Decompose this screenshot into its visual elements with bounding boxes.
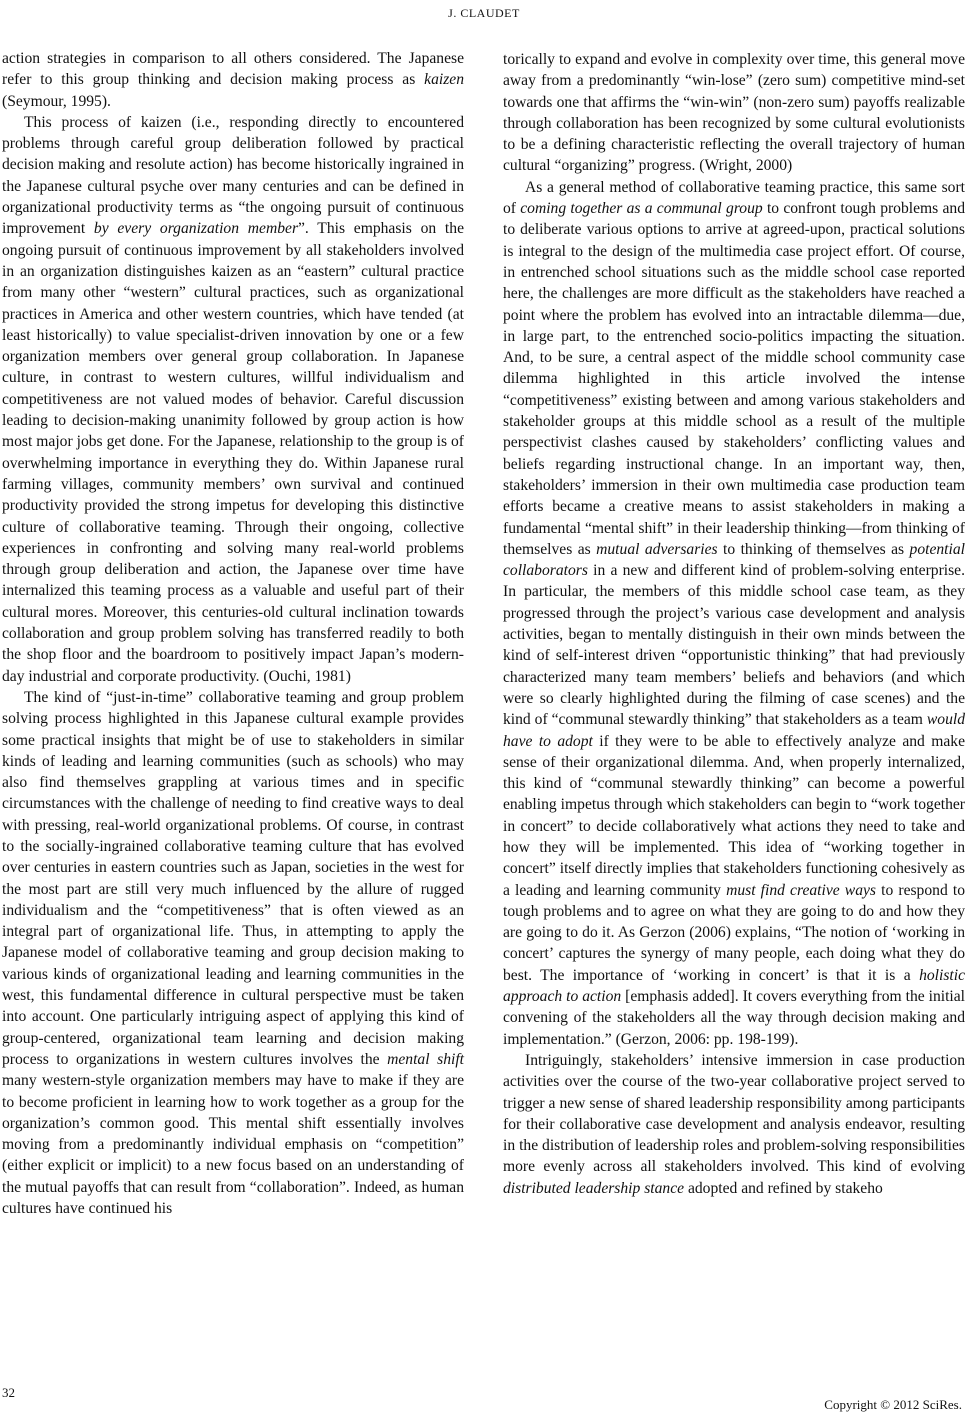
text-run: torically to expand and evolve in complexity over time, this general move away from a predominantly “win-lose” (zero sum) competitive mind-set towards one that affirms the “win-win” (non-zero sum) payoffs realizable through collaboration has been recognized by some cultural evolutionists to be a defining characteristic reflecting the overall trajectory of human cultural “organizing” progress. (Wright, 2000): [503, 51, 965, 175]
text-run: in a new and different kind of problem-solving enterprise. In particular, the members of this middle school case team, as they progressed through the project’s various case development and analysis activities, began to mentally distinguish in their own minds between the kind of self-interest driven “opportunistic thinking” that had previously characterized many team members’ beliefs and behaviors (and which were so clearly highlighted during the filming of case scenes) and the kind of “communal stewardly thinking” that stakeholders as a team: [503, 562, 965, 729]
emphasis: distributed leadership stance: [503, 1179, 685, 1197]
paragraph: [2, 48, 464, 112]
page-number: 32: [2, 1385, 15, 1400]
emphasis: potential collaborators: [503, 540, 965, 580]
text-run: many western-style organization members may have to make if they are to become proficient in learning how to work together as a group for the organization’s common good. This mental shift essentially involves moving from a predominantly individual emphasis on “competition” (either explicit or implicit) to a new focus based on an understanding of the mutual payoffs that can result from “collaboration”. Indeed, as human cultures have continued his: [2, 1072, 464, 1218]
text-run: to confront tough problems and to deliberate various options to arrive at agreed-upon, practical solutions is integral to the design of the multimedia case project effort. Of course, in entrenched school situations such as the middle school case reported here, the challenges are more difficult as the stakeholders have reached a point where the problem has evolved into an intractable dilemma—due, in large part, to the entrenched socio-politics impacting the situation. And, to be sure, a central aspect of the middle school community case dilemma highlighted in this article involved the intense “competitiveness” existing between and among various stakeholders and stakeholder groups at this middle school as a result of the multiple perspectivist clashes caused by stakeholders’ conflicting values and beliefs regarding instructional change. In an important way, then, stakeholders’ immersion in their own multimedia case production team efforts became a creative means to assist stakeholders in making a fundamental “mental shift” in their leadership thinking—from thinking of themselves as: [503, 200, 965, 558]
text-run: to thinking of themselves as: [717, 540, 910, 558]
running-head: J. CLAUDET: [448, 6, 520, 20]
text-run: if they were to be able to effectively analyze and make sense of their organizational dilemma. And, when properly internalized, this kind of “communal stewardly thinking” can become a powerful enabling impetus through which stakeholders can begin to “work together in concert” to decide collaboratively what actions they need to take and how they will be implemented. This idea of “working together in concert” itself directly implies that stakeholders functioning cohesively as a leading and learning community: [503, 732, 965, 899]
text-run: This process of kaizen (i.e., responding directly to encountered problems through careful group deliberation followed by practical decision making and resolute action) has become historically ingrained in the Japanese cultural psyche over many centuries and can be defined in organizational productivity terms as “the ongoing pursuit of continuous improvement: [2, 113, 464, 238]
emphasis: mutual adversaries: [596, 540, 718, 558]
emphasis: coming together as a communal group: [520, 200, 763, 218]
left-column: [2, 48, 464, 1219]
emphasis: mental shift: [387, 1050, 465, 1068]
right-column: [503, 49, 965, 1199]
emphasis: by every organization member: [93, 220, 299, 238]
text-run: Intriguingly, stakeholders’ intensive immersion in case production activities over the course of the two-year collaborative project served to trigger a new sense of shared leadership responsibility among participants for their collaborative case development and analysis endeavor, resulting in the distribution of leadership roles and problem-solving responsibilities more evenly across all stakeholders involved. This kind of evolving: [503, 1051, 965, 1176]
paragraph: [503, 49, 965, 177]
text-run: to respond to tough problems and to agree on what they are going to do and how they are going to do it. As Gerzon (2006) explains, “The notion of ‘working in concert’ captures the synergy of many people, each doing what they do best. The importance of ‘working in concert’ is that it is a: [503, 881, 965, 984]
text-run: [emphasis added]. It covers everything from the initial convening of the stakeholders all the way through decision making and implementation.” (Gerzon, 2006: pp. 198-199).: [503, 988, 965, 1048]
paragraph: [2, 112, 464, 687]
emphasis: must find creative ways: [726, 881, 876, 899]
text-run: As a general method of collaborative teaming practice, this same sort of: [503, 178, 965, 218]
copyright-notice: Copyright © 2012 SciRes.: [824, 1397, 962, 1412]
paragraph: [503, 1050, 965, 1199]
text-run: (Seymour, 1995).: [2, 92, 111, 110]
emphasis: holistic approach to action: [503, 966, 965, 1006]
emphasis: kaizen: [424, 71, 464, 89]
text-run: action strategies in comparison to all others considered. The Japanese refer to this group thinking and decision making process as: [2, 50, 464, 89]
text-run: The kind of “just-in-time” collaborative teaming and group problem solving process highlighted in this Japanese cultural example provides some practical insights that might be of use to stakeholders in similar kinds of leading and learning communities (such as schools) who may also find themselves grappling at various times and in specific circumstances with the challenge of needing to find creative ways to deal with pressing, real-world organizational problems. Of course, in contrast to the socially-ingrained collaborative teaming culture that has evolved over centuries in eastern countries such as Japan, societies in the west for the most part are still very much influenced by the allure of rugged individualism and the “competitiveness” that is often viewed as an integral part of organizational life. Thus, in attempting to apply the Japanese model of collaborative teaming and group decision making to various kinds of organizational leading and learning communities in the west, this fundamental difference in cultural perspective must be taken into account. One particularly intriguing aspect of applying this kind of group-centered, organizational team learning and decision making process to organizations in western cultures involves the: [2, 688, 464, 1068]
emphasis: would have to adopt: [503, 711, 965, 750]
paragraph: [2, 687, 464, 1219]
paragraph: [503, 177, 965, 1050]
text-run: ”. This emphasis on the ongoing pursuit of continuous improvement by all stakeholders involved in an organization distinguishes kaizen as an “eastern” cultural practice from many other “western” cultural practices, such as organizational practices in America and other western countries, which have tended (at least historically) to value specialist-driven innovation by one or a few organization members over general group collaboration. In Japanese culture, in contrast to western cultures, willful individualism and competitiveness are not valued modes of behavior. Careful discussion leading to decision-making unanimity followed by group action is how most major jobs get done. For the Japanese, relationship to the group is of overwhelming importance in everything they do. Within Japanese rural farming villages, community members’ own survival and continued productivity provided the strong impetus for developing this distinctive culture of collaborative teaming. Through their ongoing, collective experiences in confronting and solving many real-world problems through group deliberation and action, the Japanese over time have internalized this teaming process as a valuable and useful part of their cultural mores. Moreover, this centuries-old cultural inclination towards collaboration and group problem solving has transferred readily to both the shop floor and the boardroom to positively impact Japan’s modern-day industrial and corporate productivity. (Ouchi, 1981): [2, 220, 464, 685]
text-run: adopted and refined by stakeho: [684, 1179, 883, 1197]
